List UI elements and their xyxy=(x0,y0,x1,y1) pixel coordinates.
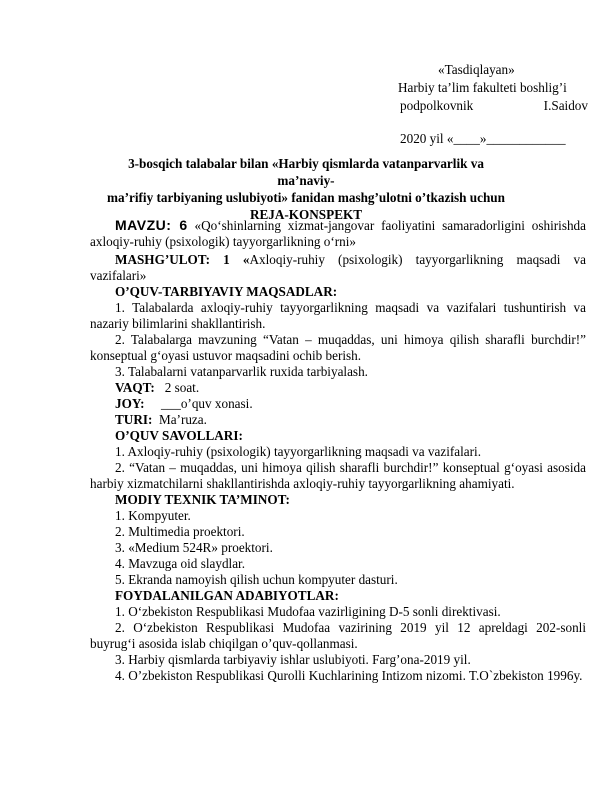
approval-rank-row xyxy=(398,98,588,116)
question-item: 1. Axloqiy-ruhiy (psixologik) tayyorgarlikning maqsadi va vazifalari. xyxy=(115,444,481,459)
approval-rank: podpolkovnik xyxy=(400,98,474,113)
approval-title: «Tasdiqlayan» xyxy=(438,62,515,77)
type-label: TURI: xyxy=(115,412,153,427)
type-row xyxy=(90,412,586,428)
literature-item: 3. Harbiy qismlarda tarbiyaviy ishlar uslubiyoti. Farg’ona-2019 yil. xyxy=(115,652,471,667)
topic-text: «Qo‘shinlarning xizmat-jangovar faoliyatini samaradorligini oshirishda axloqiy-ruhiy (psixologik) tayyorgarlikning o‘rni» xyxy=(90,218,586,249)
goal-item: 2. Talabalarga mavzuning “Vatan – muqaddas, uni himoya qilish sharafli burchdir!” konseptual g‘oyasi ustuvor maqsadini ochib berish. xyxy=(90,332,586,363)
goals-title: O’QUV-TARBIYAVIY MAQSADLAR: xyxy=(115,284,338,299)
topic-paragraph xyxy=(90,217,586,250)
place-label: JOY: xyxy=(115,396,145,411)
goal-item: 3. Talabalarni vatanparvarlik ruxida tarbiyalash. xyxy=(115,364,368,379)
equipment-title: MODIY TEXNIK TA’MINOT: xyxy=(115,492,290,507)
literature-item: 2. O‘zbekiston Respublikasi Mudofaa vazirining 2019 yil 12 apreldagi 202-sonli buyrug‘i asosida islab chiqilgan o’quv-qollanmasi. xyxy=(90,620,586,651)
goal-item: 1. Talabalarda axloqiy-ruhiy tayyorgarlikning maqsadi va vazifalari tushuntirish va nazariy bilimlarini shakllantirish. xyxy=(90,300,586,331)
time-row xyxy=(90,380,586,396)
lesson-label: MASHG’ULOT: 1 « xyxy=(115,252,250,267)
heading-line-1: 3-bosqich talabalar bilan «Harbiy qismlarda vatanparvarlik va ma’naviy- xyxy=(128,156,484,188)
lesson-text: Axloqiy-ruhiy (psixologik) tayyorgarlikning maqsadi va vazifalari» xyxy=(90,252,586,283)
literature-item: 1. O‘zbekiston Respublikasi Mudofaa vazirligining D-5 sonli direktivasi. xyxy=(115,604,501,619)
lesson-paragraph xyxy=(90,252,586,284)
document-body xyxy=(90,217,586,684)
approval-block xyxy=(398,62,588,149)
equipment-item: 3. «Medium 524R» proektori. xyxy=(115,540,273,555)
type-value: Ma’ruza. xyxy=(158,412,207,427)
heading-line-2: ma’rifiy tarbiyaning uslubiyoti» fanidan mashg’ulotni o’tkazish uchun xyxy=(107,190,505,205)
equipment-item: 4. Mavzuga oid slaydlar. xyxy=(115,556,246,571)
equipment-item: 5. Ekranda namoyish qilish uchun kompyuter dasturi. xyxy=(115,572,398,587)
document-heading xyxy=(100,155,512,223)
place-row xyxy=(90,396,586,412)
equipment-item: 1. Kompyuter. xyxy=(115,508,191,523)
topic-label: MAVZU: 6 xyxy=(115,217,188,233)
questions-title: O’QUV SAVOLLARI: xyxy=(115,428,243,443)
time-value: 2 soat. xyxy=(164,380,200,395)
equipment-item: 2. Multimedia proektori. xyxy=(115,524,245,539)
time-label: VAQT: xyxy=(115,380,155,395)
approval-position: Harbiy ta’lim fakulteti boshlig’i xyxy=(398,80,567,95)
place-value: ___o’quv xonasi. xyxy=(161,396,253,411)
approval-name: I.Saidov xyxy=(543,98,588,113)
heading-line-3: REJA-KONSPEKT xyxy=(249,207,363,222)
question-item: 2. “Vatan – muqaddas, uni himoya qilish sharafli burchdir!” konseptual g‘oyasi asosida harbiy xizmatchilarni shakllantirishda axloqiy-ruhiy tayyorgarlikning ahamiyati. xyxy=(90,460,586,491)
literature-title: FOYDALANILGAN ADABIYOTLAR: xyxy=(115,588,339,603)
literature-item: 4. O’zbekiston Respublikasi Qurolli Kuchlarining Intizom nizomi. T.O`zbekiston 1996y. xyxy=(115,668,583,683)
approval-date: 2020 yil «____»____________ xyxy=(400,131,566,146)
